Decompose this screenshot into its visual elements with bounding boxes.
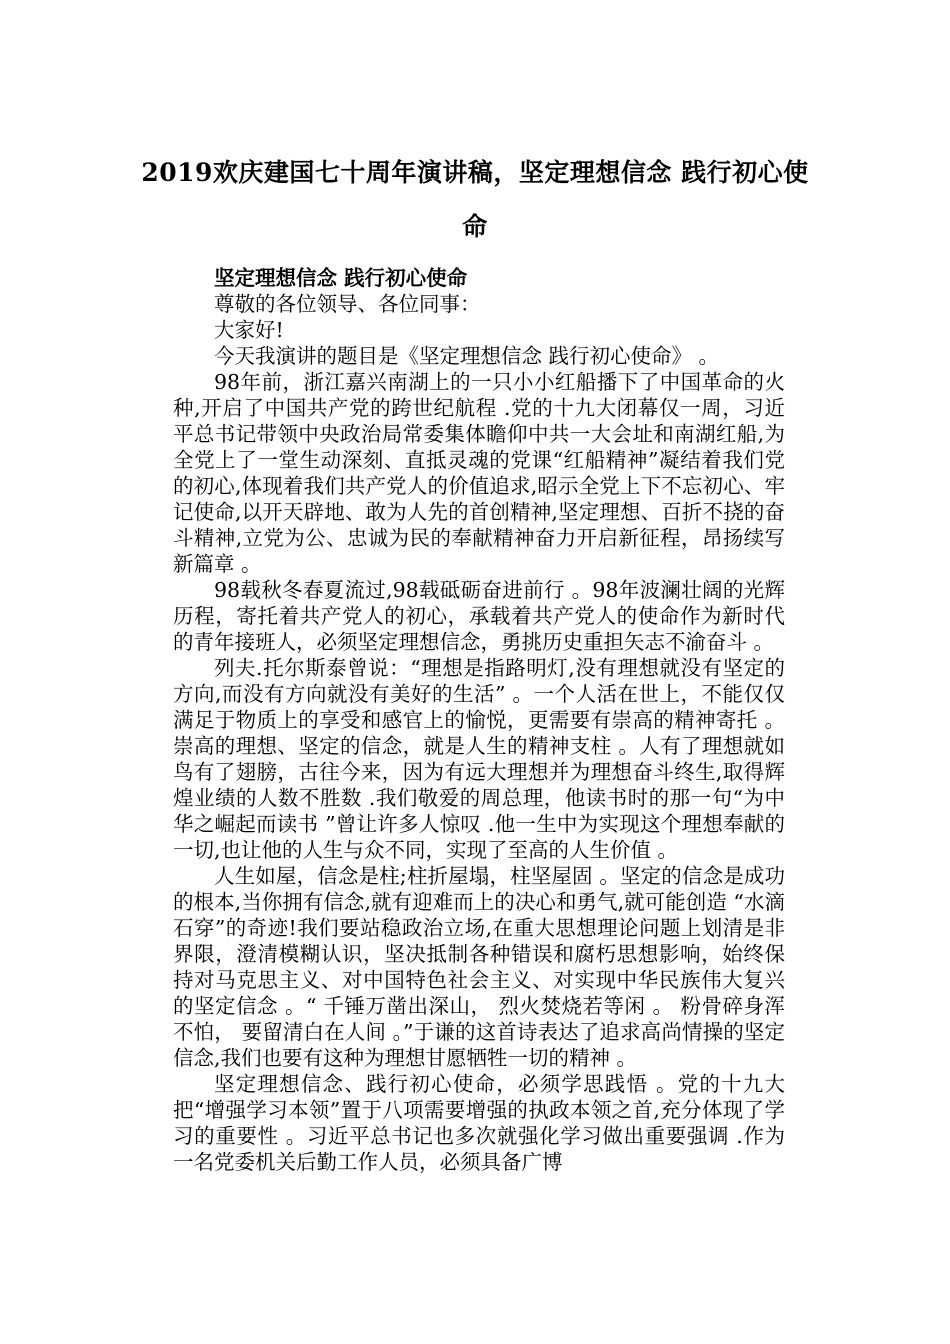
body-paragraph: 人生如屋，信念是柱;柱折屋塌，柱坚屋固 。坚定的信念是成功的根本,当你拥有信念,就有迎难而上的决心和勇气,就可能创造 “水滴石穿”的奇迹!我们要站稳政治立场,在重大思想理论问题上划清是非界限，澄清模糊认识，坚决抵制各种错误和腐朽思想影响，始终保持对马克思主义、对中国特色社会主义、对实现中华民族伟大复兴的坚定信念 。“ 千锤万凿出深山， 烈火焚烧若等闲 。 粉骨碎身浑不怕， 要留清白在人间 。”于谦的这首诗表达了追求高尚情操的坚定信念,我们也要有这种为理想甘愿牺牲一切的精神 。 xyxy=(173,864,785,1070)
salutation-paragraph: 尊敬的各位领导、各位同事： xyxy=(214,292,481,316)
topic-paragraph: 今天我演讲的题目是《坚定理想信念 践行初心使命》 。 xyxy=(214,344,720,368)
document-body xyxy=(173,265,785,1175)
body-paragraph: 列夫.托尔斯泰曾说：“理想是指路明灯,没有理想就没有坚定的方向,而没有方向就没有美好的生活” 。一个人活在世上，不能仅仅满足于物质上的享受和感官上的愉悦，更需要有崇高的精神寄托 。崇高的理想、坚定的信念，就是人生的精神支柱 。人有了理想就如鸟有了翅膀，古往今来，因为有远大理想并为理想奋斗终生,取得辉煌业绩的人数不胜数 .我们敬爱的周总理，他读书时的那一句“为中华之崛起而读书 ”曾让许多人惊叹 .他一生中为实现这个理想奉献的一切,也让他的人生与众不同，实现了至高的人生价值 。 xyxy=(173,656,785,862)
body-paragraph: 坚定理想信念、践行初心使命，必须学思践悟 。党的十九大把“增强学习本领”置于八项需要增强的执政本领之首,充分体现了学习的重要性 。习近平总书记也多次就强化学习做出重要强调 .作为一名党委机关后勤工作人员，必须具备广博 xyxy=(173,1072,785,1174)
document-title: 2019欢庆建国七十周年演讲稿，坚定理想信念 践行初心使命 xyxy=(141,158,809,241)
document-subtitle: 坚定理想信念 践行初心使命 xyxy=(214,266,468,290)
body-paragraph: 98年前，浙江嘉兴南湖上的一只小小红船播下了中国革命的火种,开启了中国共产党的跨世纪航程 .党的十九大闭幕仅一周，习近平总书记带领中央政治局常委集体瞻仰中共一大会址和南湖红船,为全党上了一堂生动深刻、直抵灵魂的党课“红船精神”凝结着我们党的初心,体现着我们共产党人的价值追求,昭示全党上下不忘初心、牢记使命,以开天辟地、敢为人先的首创精神,坚定理想、百折不挠的奋斗精神,立党为公、忠诚为民的奉献精神奋力开启新征程，昂扬续写新篇章 。 xyxy=(173,370,785,576)
body-paragraph: 98载秋冬春夏流过,98载砥砺奋进前行 。98年波澜壮阔的光辉历程，寄托着共产党人的初心，承载着共产党人的使命作为新时代的青年接班人，必须坚定理想信念，勇挑历史重担矢志不渝奋斗 。 xyxy=(173,578,785,654)
greeting-paragraph: 大家好! xyxy=(214,318,284,342)
